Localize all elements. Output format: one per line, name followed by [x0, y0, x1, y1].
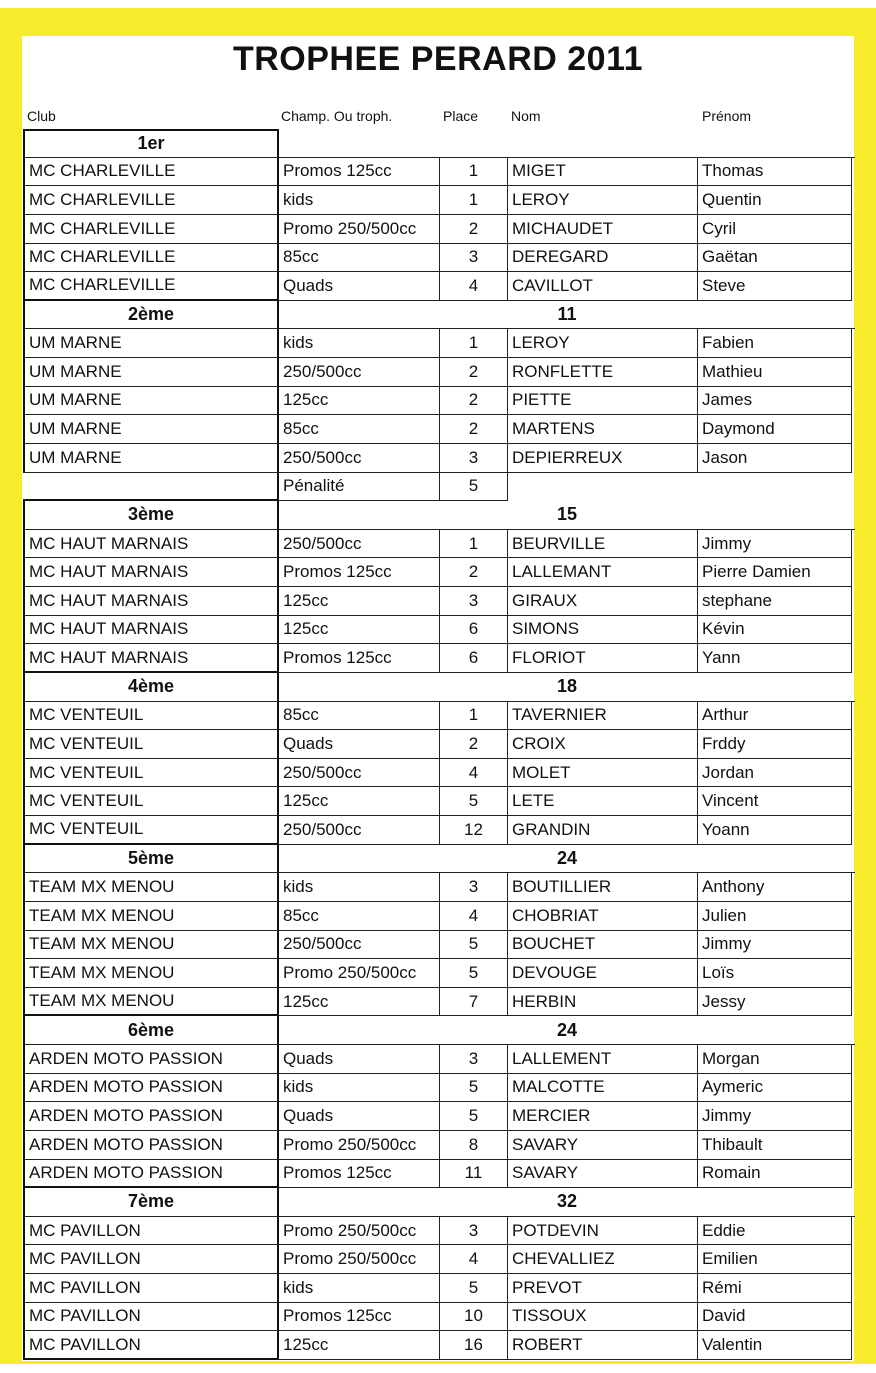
prenom-cell: Thibault [698, 1131, 852, 1160]
prenom-cell: Julien [698, 902, 852, 931]
rank-total: 11 [279, 301, 855, 330]
nom-cell: LALLEMENT [508, 1045, 698, 1074]
rank-row [23, 1188, 855, 1217]
club-cell: MC PAVILLON [23, 1274, 279, 1303]
table-row [23, 444, 855, 473]
championship-cell: kids [279, 186, 440, 215]
prenom-cell: Jessy [698, 988, 852, 1017]
prenom-cell: Cyril [698, 215, 852, 244]
header-nom: Nom [511, 108, 541, 124]
championship-cell: 250/500cc [279, 759, 440, 788]
rank-label: 1er [23, 129, 279, 158]
nom-cell: MERCIER [508, 1102, 698, 1131]
championship-cell: 125cc [279, 387, 440, 416]
place-cell: 4 [440, 272, 508, 301]
nom-cell: CHOBRIAT [508, 902, 698, 931]
place-cell: 4 [440, 1245, 508, 1274]
place-cell: 6 [440, 644, 508, 673]
nom-cell: MOLET [508, 759, 698, 788]
header-prenom: Prénom [702, 108, 752, 124]
club-cell: MC PAVILLON [23, 1331, 279, 1360]
championship-cell: 125cc [279, 787, 440, 816]
place-cell: 2 [440, 387, 508, 416]
table-row [23, 1102, 855, 1131]
nom-cell: TAVERNIER [508, 702, 698, 731]
rank-row [23, 1016, 855, 1045]
club-cell: MC CHARLEVILLE [23, 272, 279, 301]
club-cell: MC CHARLEVILLE [23, 186, 279, 215]
place-cell: 1 [440, 186, 508, 215]
table-row [23, 530, 855, 559]
nom-cell: LETE [508, 787, 698, 816]
place-cell: 12 [440, 816, 508, 845]
table-row [23, 186, 855, 215]
place-cell: 3 [440, 444, 508, 473]
rank-row [23, 301, 855, 330]
table-row [23, 959, 855, 988]
header-champ: Champ. Ou troph. [281, 108, 393, 124]
place-cell: 3 [440, 873, 508, 902]
prenom-cell: Loïs [698, 959, 852, 988]
prenom-cell: Eddie [698, 1217, 852, 1246]
rank-total: 32 [279, 1188, 855, 1217]
place-cell: 1 [440, 329, 508, 358]
club-cell: UM MARNE [23, 387, 279, 416]
prenom-cell: Fabien [698, 329, 852, 358]
table-row [23, 1160, 855, 1189]
place-cell: 5 [440, 959, 508, 988]
rank-row [23, 129, 855, 158]
place-cell: 3 [440, 587, 508, 616]
club-cell: MC PAVILLON [23, 1303, 279, 1332]
place-cell: 5 [440, 1102, 508, 1131]
club-cell: TEAM MX MENOU [23, 902, 279, 931]
championship-cell: Quads [279, 1102, 440, 1131]
prenom-cell: Frddy [698, 730, 852, 759]
nom-cell: LALLEMANT [508, 558, 698, 587]
table-row [23, 415, 855, 444]
prenom-cell: Yann [698, 644, 852, 673]
prenom-cell: Jimmy [698, 1102, 852, 1131]
championship-cell: Promo 250/500cc [279, 959, 440, 988]
club-cell: ARDEN MOTO PASSION [23, 1160, 279, 1189]
table-row [23, 587, 855, 616]
rank-total: 15 [279, 501, 855, 530]
championship-cell: Quads [279, 730, 440, 759]
prenom-cell: David [698, 1303, 852, 1332]
club-cell: MC HAUT MARNAIS [23, 530, 279, 559]
club-cell: TEAM MX MENOU [23, 873, 279, 902]
championship-cell: 250/500cc [279, 931, 440, 960]
prenom-cell: Anthony [698, 873, 852, 902]
prenom-cell: Romain [698, 1160, 852, 1189]
club-cell: MC PAVILLON [23, 1245, 279, 1274]
table-row [23, 215, 855, 244]
prenom-cell: Jason [698, 444, 852, 473]
nom-cell: HERBIN [508, 988, 698, 1017]
place-cell: 2 [440, 358, 508, 387]
championship-cell: 250/500cc [279, 444, 440, 473]
table-row [23, 329, 855, 358]
rank-row [23, 501, 855, 530]
championship-cell: Quads [279, 1045, 440, 1074]
nom-cell: BOUCHET [508, 931, 698, 960]
place-cell: 3 [440, 1045, 508, 1074]
place-cell: 5 [440, 1074, 508, 1103]
nom-cell: RONFLETTE [508, 358, 698, 387]
place-cell: 2 [440, 558, 508, 587]
prenom-cell: Morgan [698, 1045, 852, 1074]
club-cell: ARDEN MOTO PASSION [23, 1045, 279, 1074]
championship-cell: 85cc [279, 244, 440, 273]
club-cell: MC HAUT MARNAIS [23, 587, 279, 616]
prenom-cell: Aymeric [698, 1074, 852, 1103]
penalty-club-blank [23, 473, 279, 502]
prenom-cell: Gaëtan [698, 244, 852, 273]
table-row [23, 873, 855, 902]
table-row [23, 902, 855, 931]
place-cell: 1 [440, 158, 508, 187]
championship-cell: 125cc [279, 587, 440, 616]
prenom-cell: Jimmy [698, 530, 852, 559]
penalty-row [23, 473, 855, 502]
nom-cell: DEREGARD [508, 244, 698, 273]
place-cell: 2 [440, 215, 508, 244]
club-cell: TEAM MX MENOU [23, 931, 279, 960]
championship-cell: 250/500cc [279, 816, 440, 845]
nom-cell: SAVARY [508, 1160, 698, 1189]
club-cell: ARDEN MOTO PASSION [23, 1102, 279, 1131]
place-cell: 4 [440, 759, 508, 788]
place-cell: 2 [440, 730, 508, 759]
nom-cell: DEPIERREUX [508, 444, 698, 473]
table-row [23, 1074, 855, 1103]
club-cell: ARDEN MOTO PASSION [23, 1074, 279, 1103]
table-row [23, 158, 855, 187]
rank-total: 18 [279, 673, 855, 702]
championship-cell: 85cc [279, 902, 440, 931]
championship-cell: 125cc [279, 1331, 440, 1360]
prenom-cell: James [698, 387, 852, 416]
nom-cell: GIRAUX [508, 587, 698, 616]
rank-label: 3ème [23, 501, 279, 530]
championship-cell: kids [279, 329, 440, 358]
prenom-cell: Kévin [698, 616, 852, 645]
nom-cell: LEROY [508, 186, 698, 215]
place-cell: 10 [440, 1303, 508, 1332]
place-cell: 5 [440, 787, 508, 816]
prenom-cell: Jimmy [698, 931, 852, 960]
rank-total [279, 129, 855, 158]
prenom-cell: Daymond [698, 415, 852, 444]
nom-cell: MARTENS [508, 415, 698, 444]
club-cell: MC CHARLEVILLE [23, 244, 279, 273]
prenom-cell: stephane [698, 587, 852, 616]
place-cell: 5 [440, 1274, 508, 1303]
prenom-cell: Vincent [698, 787, 852, 816]
nom-cell: DEVOUGE [508, 959, 698, 988]
place-cell: 2 [440, 415, 508, 444]
rank-label: 4ème [23, 673, 279, 702]
championship-cell: 250/500cc [279, 530, 440, 559]
nom-cell: SAVARY [508, 1131, 698, 1160]
place-cell: 3 [440, 1217, 508, 1246]
club-cell: MC HAUT MARNAIS [23, 558, 279, 587]
prenom-cell: Emilien [698, 1245, 852, 1274]
table-row [23, 558, 855, 587]
club-cell: MC PAVILLON [23, 1217, 279, 1246]
championship-cell: Promo 250/500cc [279, 1217, 440, 1246]
nom-cell: LEROY [508, 329, 698, 358]
nom-cell: CAVILLOT [508, 272, 698, 301]
nom-cell: MICHAUDET [508, 215, 698, 244]
nom-cell: FLORIOT [508, 644, 698, 673]
nom-cell: BEURVILLE [508, 530, 698, 559]
championship-cell: 250/500cc [279, 358, 440, 387]
table-row [23, 1131, 855, 1160]
championship-cell: 125cc [279, 988, 440, 1017]
rank-row [23, 845, 855, 874]
table-row [23, 787, 855, 816]
header-club: Club [27, 108, 56, 124]
nom-cell: MALCOTTE [508, 1074, 698, 1103]
prenom-cell: Quentin [698, 186, 852, 215]
club-cell: UM MARNE [23, 358, 279, 387]
prenom-cell: Jordan [698, 759, 852, 788]
prenom-cell: Yoann [698, 816, 852, 845]
nom-cell: GRANDIN [508, 816, 698, 845]
table-row [23, 702, 855, 731]
championship-cell: kids [279, 1274, 440, 1303]
table-row [23, 1045, 855, 1074]
club-cell: TEAM MX MENOU [23, 959, 279, 988]
place-cell: 4 [440, 902, 508, 931]
table-row [23, 358, 855, 387]
table-row [23, 1245, 855, 1274]
prenom-cell: Steve [698, 272, 852, 301]
rank-label: 7ème [23, 1188, 279, 1217]
place-cell: 1 [440, 530, 508, 559]
page-title: TROPHEE PERARD 2011 [232, 40, 644, 78]
place-cell: 7 [440, 988, 508, 1017]
prenom-cell: Pierre Damien [698, 558, 852, 587]
place-cell: 6 [440, 616, 508, 645]
place-cell: 16 [440, 1331, 508, 1360]
place-cell: 5 [440, 931, 508, 960]
championship-cell: Promos 125cc [279, 558, 440, 587]
rank-total: 24 [279, 845, 855, 874]
nom-cell: POTDEVIN [508, 1217, 698, 1246]
championship-cell: 85cc [279, 415, 440, 444]
nom-cell: TISSOUX [508, 1303, 698, 1332]
rank-label: 2ème [23, 301, 279, 330]
table-row [23, 931, 855, 960]
club-cell: MC CHARLEVILLE [23, 158, 279, 187]
place-cell: 3 [440, 244, 508, 273]
prenom-cell: Valentin [698, 1331, 852, 1360]
table-row [23, 1274, 855, 1303]
table-row [23, 644, 855, 673]
nom-cell: PREVOT [508, 1274, 698, 1303]
championship-cell: Promo 250/500cc [279, 1131, 440, 1160]
championship-cell: Quads [279, 272, 440, 301]
prenom-cell: Arthur [698, 702, 852, 731]
table-row [23, 759, 855, 788]
club-cell: MC VENTEUIL [23, 702, 279, 731]
championship-cell: kids [279, 873, 440, 902]
championship-cell: Promo 250/500cc [279, 215, 440, 244]
club-cell: UM MARNE [23, 329, 279, 358]
place-cell: 8 [440, 1131, 508, 1160]
championship-cell: Promos 125cc [279, 1303, 440, 1332]
rank-total: 24 [279, 1016, 855, 1045]
club-cell: MC CHARLEVILLE [23, 215, 279, 244]
nom-cell: BOUTILLIER [508, 873, 698, 902]
championship-cell: Promos 125cc [279, 158, 440, 187]
penalty-label: Pénalité [279, 473, 440, 502]
club-cell: MC VENTEUIL [23, 759, 279, 788]
table-row [23, 816, 855, 845]
table-row [23, 244, 855, 273]
table-row [23, 272, 855, 301]
rank-label: 5ème [23, 845, 279, 874]
header-place: Place [443, 108, 479, 124]
table-row [23, 387, 855, 416]
rank-label: 6ème [23, 1016, 279, 1045]
championship-cell: 125cc [279, 616, 440, 645]
rank-row [23, 673, 855, 702]
prenom-cell: Rémi [698, 1274, 852, 1303]
place-cell: 1 [440, 702, 508, 731]
results-table [23, 129, 855, 1360]
club-cell: MC HAUT MARNAIS [23, 616, 279, 645]
club-cell: MC VENTEUIL [23, 787, 279, 816]
penalty-value: 5 [440, 473, 508, 502]
championship-cell: 85cc [279, 702, 440, 731]
championship-cell: Promos 125cc [279, 644, 440, 673]
place-cell: 11 [440, 1160, 508, 1189]
table-row [23, 988, 855, 1017]
penalty-blank [508, 473, 852, 502]
championship-cell: Promos 125cc [279, 1160, 440, 1189]
nom-cell: ROBERT [508, 1331, 698, 1360]
table-row [23, 1217, 855, 1246]
table-row [23, 1331, 855, 1360]
club-cell: UM MARNE [23, 415, 279, 444]
nom-cell: CHEVALLIEZ [508, 1245, 698, 1274]
table-row [23, 616, 855, 645]
club-cell: MC VENTEUIL [23, 816, 279, 845]
prenom-cell: Mathieu [698, 358, 852, 387]
club-cell: MC HAUT MARNAIS [23, 644, 279, 673]
nom-cell: CROIX [508, 730, 698, 759]
prenom-cell: Thomas [698, 158, 852, 187]
club-cell: TEAM MX MENOU [23, 988, 279, 1017]
championship-cell: Promo 250/500cc [279, 1245, 440, 1274]
championship-cell: kids [279, 1074, 440, 1103]
club-cell: MC VENTEUIL [23, 730, 279, 759]
club-cell: ARDEN MOTO PASSION [23, 1131, 279, 1160]
nom-cell: PIETTE [508, 387, 698, 416]
table-row [23, 1303, 855, 1332]
nom-cell: MIGET [508, 158, 698, 187]
table-row [23, 730, 855, 759]
club-cell: UM MARNE [23, 444, 279, 473]
nom-cell: SIMONS [508, 616, 698, 645]
